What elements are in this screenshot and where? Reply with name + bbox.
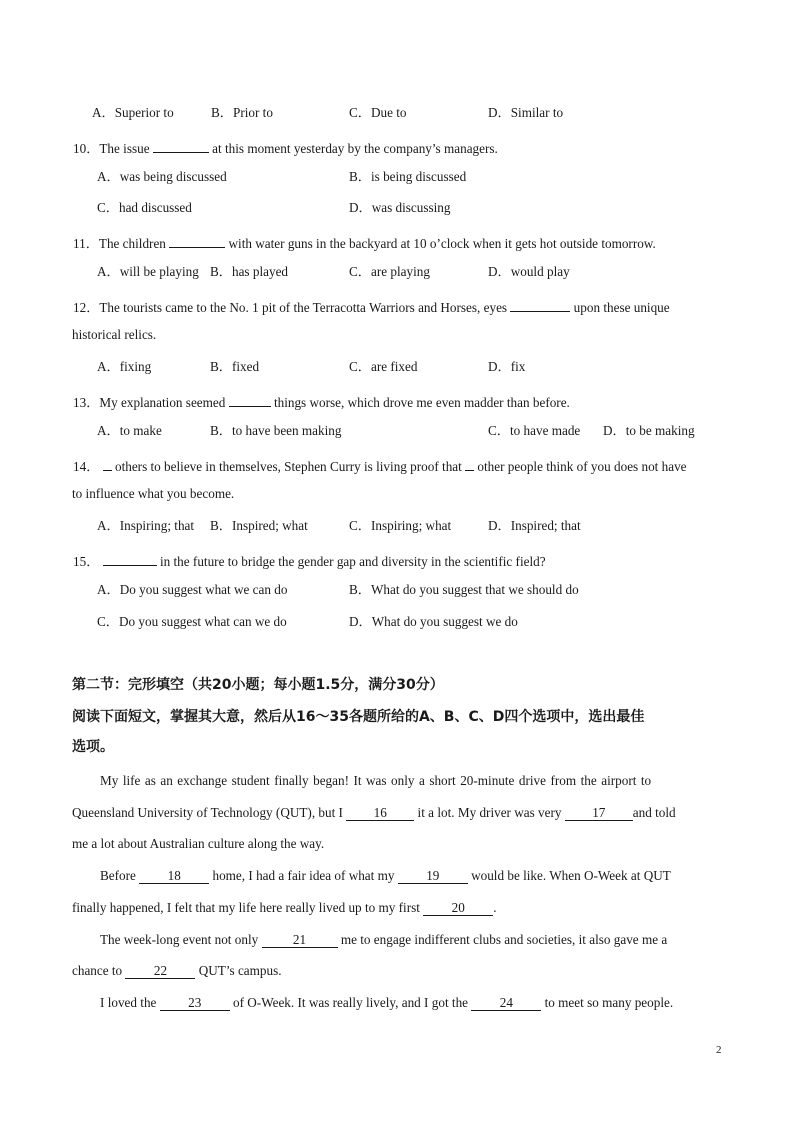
page-number: 2 bbox=[716, 1044, 722, 1056]
passage-text: I loved the bbox=[100, 995, 157, 1010]
blank-21: 21 bbox=[262, 933, 338, 948]
q14-option-b: B．Inspired; what bbox=[210, 518, 308, 533]
passage-text: . bbox=[493, 900, 497, 915]
q14-stem-mid: others to believe in themselves, Stephen Curry is living proof that bbox=[114, 459, 462, 474]
q15-option-d: D．What do you suggest we do bbox=[349, 614, 518, 629]
passage-text: The week-long event not only bbox=[100, 932, 259, 947]
q15-option-c: C．Do you suggest what can we do bbox=[97, 614, 287, 629]
q15-number: 15． bbox=[73, 554, 100, 569]
passage-text: Queensland University of Technology (QUT), but I bbox=[72, 805, 343, 820]
passage-p1-line2 bbox=[72, 806, 676, 821]
question-10 bbox=[73, 138, 498, 155]
passage-p1-line3: me a lot about Australian culture along the way. bbox=[72, 836, 325, 851]
q12-option-d: D．fix bbox=[488, 359, 526, 374]
question-13 bbox=[73, 392, 570, 409]
section-2-instruction-line1: 阅读下面短文，掌握其大意，然后从16～35各题所给的A、B、C、D四个选项中，选出最佳 bbox=[72, 709, 645, 725]
passage-text: me to engage indifferent clubs and societies, it also gave me a bbox=[340, 932, 668, 947]
q13-stem-end: things worse, which drove me even madder than before. bbox=[273, 395, 570, 410]
q12-option-c: C．are fixed bbox=[349, 359, 418, 374]
passage-text: would be like. When O-Week at QUT bbox=[471, 868, 671, 883]
q14-option-c: C．Inspiring; what bbox=[349, 518, 452, 533]
passage-p1-line1: My life as an exchange student finally began! It was only a short 20-minute drive from the airport to bbox=[100, 773, 652, 788]
passage-text: to meet so many people. bbox=[544, 995, 674, 1010]
q10-option-c: C．had discussed bbox=[97, 200, 192, 215]
q13-option-b: B．to have been making bbox=[210, 423, 342, 438]
passage-text: home, I had a fair idea of what my bbox=[212, 868, 395, 883]
q10-option-b: B．is being discussed bbox=[349, 169, 467, 184]
q11-stem-start: 11．The children bbox=[73, 236, 166, 251]
section-2-instruction-line2: 选项。 bbox=[72, 739, 114, 755]
q15-blank bbox=[103, 551, 157, 566]
passage-text: Before bbox=[100, 868, 136, 883]
q14-stem-line2: to influence what you become. bbox=[72, 486, 235, 501]
blank-19: 19 bbox=[398, 869, 468, 884]
q13-stem-start: 13．My explanation seemed bbox=[73, 395, 226, 410]
q14-option-a: A．Inspiring; that bbox=[97, 518, 195, 533]
q11-option-c: C．are playing bbox=[349, 264, 430, 279]
passage-text: QUT’s campus. bbox=[198, 963, 282, 978]
q15-option-b: B．What do you suggest that we should do bbox=[349, 582, 579, 597]
q13-option-a: A．to make bbox=[97, 423, 162, 438]
passage-p2-line1 bbox=[100, 869, 671, 884]
question-14 bbox=[73, 456, 687, 473]
q11-stem-end: with water guns in the backyard at 10 o’clock when it gets hot outside tomorrow. bbox=[228, 236, 656, 251]
section-2-heading: 第二节：完形填空（共20小题；每小题1.5分，满分30分） bbox=[72, 677, 444, 693]
blank-23: 23 bbox=[160, 996, 230, 1011]
q13-option-c: C．to have made bbox=[488, 423, 581, 438]
passage-p3-line1 bbox=[100, 933, 667, 948]
q9-option-d: D．Similar to bbox=[488, 105, 564, 120]
q15-option-a: A．Do you suggest what we can do bbox=[97, 582, 288, 597]
passage-text: chance to bbox=[72, 963, 123, 978]
question-12 bbox=[73, 297, 670, 314]
q11-blank bbox=[169, 233, 225, 248]
blank-20: 20 bbox=[423, 901, 493, 916]
q11-option-d: D．would play bbox=[488, 264, 570, 279]
passage-p2-line2 bbox=[72, 901, 497, 916]
q10-option-d: D．was discussing bbox=[349, 200, 451, 215]
q10-option-a: A．was being discussed bbox=[97, 169, 227, 184]
q10-blank bbox=[153, 138, 209, 153]
passage-text: of O-Week. It was really lively, and I got the bbox=[233, 995, 469, 1010]
passage-p3-line2 bbox=[72, 964, 282, 979]
blank-24: 24 bbox=[471, 996, 541, 1011]
passage-text: and told bbox=[632, 805, 676, 820]
q14-stem-end: other people think of you does not have bbox=[477, 459, 687, 474]
blank-18: 18 bbox=[139, 869, 209, 884]
q12-stem-end: upon these unique bbox=[573, 300, 670, 315]
q13-blank bbox=[229, 392, 271, 407]
passage-text: finally happened, I felt that my life here really lived up to my first bbox=[72, 900, 420, 915]
passage-p4-line1 bbox=[100, 996, 673, 1011]
question-15 bbox=[73, 551, 546, 568]
q12-stem-start: 12．The tourists came to the No. 1 pit of the Terracotta Warriors and Horses, eyes bbox=[73, 300, 508, 315]
blank-16: 16 bbox=[346, 806, 414, 821]
q12-blank bbox=[510, 297, 570, 312]
q12-option-a: A．fixing bbox=[97, 359, 152, 374]
q9-option-b: B．Prior to bbox=[211, 105, 273, 120]
q15-stem-end: in the future to bridge the gender gap and diversity in the scientific field? bbox=[159, 554, 546, 569]
q9-option-c: C．Due to bbox=[349, 105, 407, 120]
q12-option-b: B．fixed bbox=[210, 359, 260, 374]
q11-option-b: B．has played bbox=[210, 264, 289, 279]
q14-blank-2 bbox=[465, 456, 474, 471]
blank-17: 17 bbox=[565, 806, 633, 821]
q14-option-d: D．Inspired; that bbox=[488, 518, 581, 533]
q9-option-a: A．Superior to bbox=[92, 105, 174, 120]
q14-number: 14． bbox=[73, 459, 100, 474]
q10-stem-start: 10．The issue bbox=[73, 141, 150, 156]
q12-stem-line2: historical relics. bbox=[72, 327, 157, 342]
q14-blank-1 bbox=[103, 456, 112, 471]
blank-22: 22 bbox=[125, 964, 195, 979]
q13-option-d: D．to be making bbox=[603, 423, 695, 438]
q10-stem-end: at this moment yesterday by the company’s managers. bbox=[212, 141, 498, 156]
q11-option-a: A．will be playing bbox=[97, 264, 199, 279]
passage-text: it a lot. My driver was very bbox=[417, 805, 562, 820]
question-11 bbox=[73, 233, 656, 250]
